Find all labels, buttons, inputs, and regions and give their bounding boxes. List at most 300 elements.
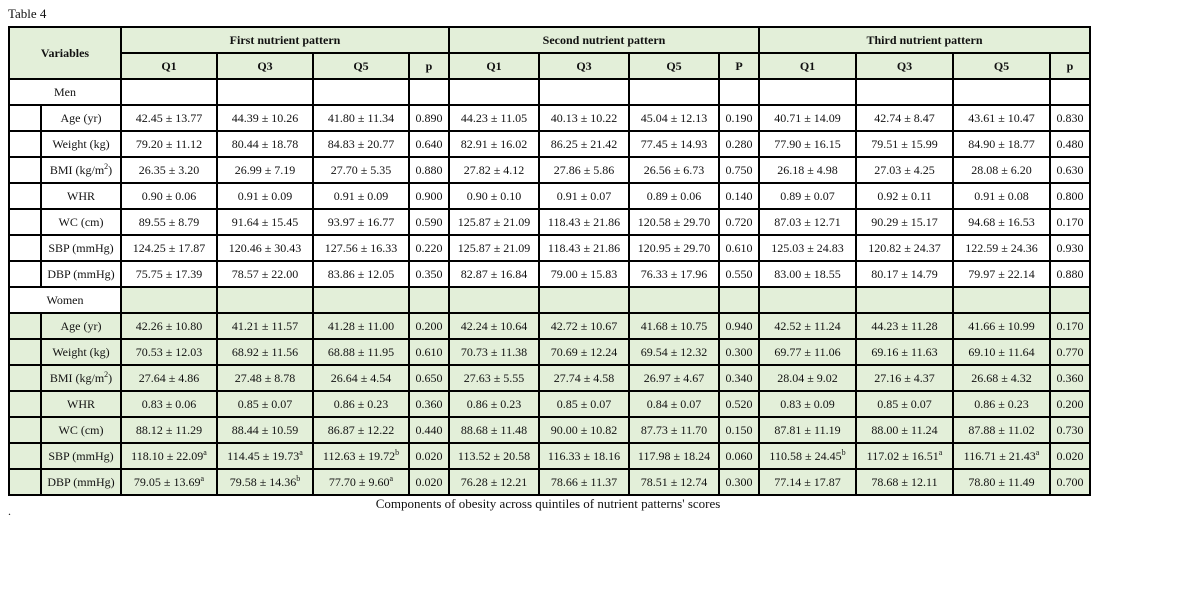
cell-value: 94.68 ± 16.53: [968, 215, 1035, 229]
value-cell: [539, 261, 629, 287]
cell-value: 89.55 ± 8.79: [138, 215, 200, 229]
p-value-cell: [409, 157, 449, 183]
cell-value: 0.940: [725, 319, 753, 333]
cell-value: 78.80 ± 11.49: [968, 475, 1035, 489]
group-row: [9, 287, 1090, 313]
cell-value: 77.70 ± 9.60: [328, 475, 390, 489]
value-cell: [953, 209, 1050, 235]
value-cell: [629, 131, 719, 157]
quintile-header: Q5: [313, 53, 409, 79]
value-cell: [121, 443, 217, 469]
variable-text: Age (yr): [60, 111, 102, 125]
cell-value: 88.00 ± 11.24: [871, 423, 938, 437]
variable-name: [41, 391, 121, 417]
value-cell: [759, 417, 856, 443]
cell-value: 26.68 ± 4.32: [971, 371, 1032, 385]
value-cell: [953, 261, 1050, 287]
cell-value: 116.33 ± 18.16: [547, 449, 621, 463]
cell-value: 88.68 ± 11.48: [460, 423, 528, 437]
cell-value: 0.610: [725, 241, 753, 255]
variable-name: [41, 209, 121, 235]
empty-cell: [217, 287, 313, 313]
cell-value: 110.58 ± 24.45: [769, 449, 842, 463]
value-cell: [856, 131, 953, 157]
indent-cell: [9, 443, 41, 469]
value-cell: [313, 183, 409, 209]
cell-value: 0.480: [1056, 137, 1084, 151]
cell-value: 28.04 ± 9.02: [777, 371, 838, 385]
p-value-cell: [1050, 391, 1090, 417]
p-value-cell: [409, 183, 449, 209]
cell-value: 0.91 ± 0.09: [237, 189, 293, 203]
table-row: [9, 391, 1090, 417]
value-cell: [953, 391, 1050, 417]
value-cell: [539, 417, 629, 443]
cell-value: 42.24 ± 10.64: [460, 319, 528, 333]
quintile-header: P: [719, 53, 759, 79]
cell-value: 0.880: [415, 163, 443, 177]
cell-value: 0.200: [415, 319, 443, 333]
value-cell: [629, 209, 719, 235]
cell-value: 42.74 ± 8.47: [874, 111, 935, 125]
value-cell: [759, 391, 856, 417]
cell-value: 44.23 ± 11.05: [460, 111, 528, 125]
cell-value: 0.610: [415, 345, 443, 359]
pattern-header: First nutrient pattern: [121, 27, 449, 53]
cell-value: 69.16 ± 11.63: [871, 345, 938, 359]
cell-value: 26.56 ± 6.73: [643, 163, 705, 177]
p-value-cell: [409, 209, 449, 235]
table-row: [9, 443, 1090, 469]
cell-value: 0.800: [1056, 189, 1084, 203]
value-cell: [759, 261, 856, 287]
empty-cell: [1050, 79, 1090, 105]
value-cell: [539, 313, 629, 339]
cell-value: 69.77 ± 11.06: [774, 345, 841, 359]
p-value-cell: [719, 131, 759, 157]
p-value-cell: [719, 105, 759, 131]
value-cell: [539, 209, 629, 235]
value-cell: [539, 365, 629, 391]
variable-name: [41, 469, 121, 495]
variable-name: [41, 365, 121, 391]
cell-value: 0.650: [415, 371, 443, 385]
cell-value: 0.86 ± 0.23: [974, 397, 1029, 411]
cell-value: 0.750: [725, 163, 753, 177]
value-cell: [217, 105, 313, 131]
cell-value: 0.880: [1056, 267, 1084, 281]
variable-name: [41, 443, 121, 469]
cell-value: 27.82 ± 4.12: [463, 163, 525, 177]
value-cell: [856, 443, 953, 469]
pattern-header: Third nutrient pattern: [759, 27, 1090, 53]
cell-value: 0.85 ± 0.07: [877, 397, 932, 411]
cell-value: 77.90 ± 16.15: [774, 137, 841, 151]
cell-value: 0.91 ± 0.08: [974, 189, 1029, 203]
cell-value: 0.91 ± 0.07: [556, 189, 612, 203]
table-row: [9, 339, 1090, 365]
cell-value: 77.14 ± 17.87: [774, 475, 841, 489]
cell-value: 26.99 ± 7.19: [234, 163, 296, 177]
cell-value: 42.45 ± 13.77: [135, 111, 203, 125]
cell-value: 125.87 ± 21.09: [457, 215, 531, 229]
cell-value: 118.43 ± 21.86: [547, 215, 621, 229]
value-cell: [953, 235, 1050, 261]
value-cell: [759, 443, 856, 469]
cell-value: 68.92 ± 11.56: [231, 345, 299, 359]
cell-value: 27.74 ± 4.58: [553, 371, 615, 385]
cell-value: 90.29 ± 15.17: [871, 215, 938, 229]
value-cell: [856, 105, 953, 131]
variable-name: [41, 105, 121, 131]
cell-value: 79.97 ± 22.14: [968, 267, 1035, 281]
cell-value: 27.64 ± 4.86: [138, 371, 200, 385]
table-row: [9, 235, 1090, 261]
cell-value: 120.58 ± 29.70: [637, 215, 711, 229]
cell-value: 80.44 ± 18.78: [231, 137, 299, 151]
empty-cell: [1050, 287, 1090, 313]
cell-value: 79.58 ± 14.36: [229, 475, 297, 489]
value-cell: [121, 157, 217, 183]
variable-name: [41, 261, 121, 287]
value-cell: [121, 365, 217, 391]
value-cell: [539, 339, 629, 365]
cell-value: 0.300: [725, 345, 753, 359]
value-cell: [217, 157, 313, 183]
value-cell: [953, 469, 1050, 495]
value-cell: [856, 339, 953, 365]
cell-value: 93.97 ± 16.77: [327, 215, 395, 229]
cell-value: 87.81 ± 11.19: [774, 423, 841, 437]
cell-value: 75.75 ± 17.39: [135, 267, 203, 281]
cell-value: 87.73 ± 11.70: [640, 423, 708, 437]
cell-value: 0.170: [1056, 215, 1084, 229]
group-row: [9, 79, 1090, 105]
value-cell: [856, 261, 953, 287]
value-cell: [313, 391, 409, 417]
cell-value: 0.900: [415, 189, 443, 203]
cell-value: 26.18 ± 4.98: [777, 163, 838, 177]
p-value-cell: [409, 417, 449, 443]
cell-value: 0.84 ± 0.07: [646, 397, 702, 411]
cell-value: 90.00 ± 10.82: [550, 423, 618, 437]
indent-cell: [9, 235, 41, 261]
cell-value: 70.69 ± 12.24: [550, 345, 618, 359]
cell-value: 27.86 ± 5.86: [553, 163, 615, 177]
value-cell: [121, 209, 217, 235]
value-cell: [629, 443, 719, 469]
pattern-header: Second nutrient pattern: [449, 27, 759, 53]
value-cell: [313, 209, 409, 235]
cell-value: 76.28 ± 12.21: [460, 475, 528, 489]
p-value-cell: [719, 443, 759, 469]
significance-mark: a: [938, 448, 943, 457]
variable-text-end: ): [108, 371, 113, 385]
p-value-cell: [719, 157, 759, 183]
cell-value: 26.64 ± 4.54: [330, 371, 392, 385]
cell-value: 42.72 ± 10.67: [550, 319, 618, 333]
cell-value: 28.08 ± 6.20: [971, 163, 1032, 177]
cell-value: 118.10 ± 22.09: [131, 449, 204, 463]
table-row: [9, 261, 1090, 287]
empty-cell: [313, 79, 409, 105]
value-cell: [449, 183, 539, 209]
cell-value: 83.00 ± 18.55: [774, 267, 841, 281]
value-cell: [539, 443, 629, 469]
value-cell: [313, 339, 409, 365]
quintile-header: Q1: [449, 53, 539, 79]
value-cell: [313, 261, 409, 287]
empty-cell: [121, 79, 217, 105]
cell-value: 0.550: [725, 267, 753, 281]
value-cell: [953, 339, 1050, 365]
cell-value: 0.890: [415, 111, 443, 125]
variable-text: Age (yr): [60, 319, 102, 333]
value-cell: [121, 391, 217, 417]
value-cell: [217, 313, 313, 339]
cell-value: 118.43 ± 21.86: [547, 241, 621, 255]
cell-value: 0.590: [415, 215, 443, 229]
cell-value: 84.83 ± 20.77: [327, 137, 395, 151]
table-row: [9, 157, 1090, 183]
cell-value: 82.87 ± 16.84: [460, 267, 528, 281]
p-value-cell: [719, 209, 759, 235]
value-cell: [217, 469, 313, 495]
cell-value: 42.52 ± 11.24: [774, 319, 841, 333]
variable-text: SBP (mmHg): [48, 449, 114, 463]
value-cell: [449, 209, 539, 235]
value-cell: [629, 469, 719, 495]
value-cell: [539, 131, 629, 157]
value-cell: [629, 183, 719, 209]
cell-value: 0.91 ± 0.09: [333, 189, 389, 203]
p-value-cell: [409, 261, 449, 287]
value-cell: [217, 339, 313, 365]
cell-value: 0.86 ± 0.23: [466, 397, 522, 411]
cell-value: 76.33 ± 17.96: [640, 267, 708, 281]
p-value-cell: [409, 313, 449, 339]
cell-value: 41.80 ± 11.34: [327, 111, 395, 125]
value-cell: [539, 157, 629, 183]
indent-cell: [9, 183, 41, 209]
p-value-cell: [719, 235, 759, 261]
cell-value: 120.46 ± 30.43: [228, 241, 302, 255]
cell-value: 0.720: [725, 215, 753, 229]
value-cell: [629, 339, 719, 365]
cell-value: 91.64 ± 15.45: [231, 215, 299, 229]
cell-value: 0.300: [725, 475, 753, 489]
value-cell: [313, 131, 409, 157]
p-value-cell: [719, 469, 759, 495]
p-value-cell: [409, 391, 449, 417]
value-cell: [121, 417, 217, 443]
cell-value: 0.190: [725, 111, 753, 125]
empty-cell: [121, 287, 217, 313]
value-cell: [449, 339, 539, 365]
value-cell: [449, 417, 539, 443]
cell-value: 112.63 ± 19.72: [322, 449, 396, 463]
quintile-header: Q1: [759, 53, 856, 79]
value-cell: [313, 105, 409, 131]
value-cell: [313, 365, 409, 391]
cell-value: 0.060: [725, 449, 753, 463]
quintile-header: Q3: [539, 53, 629, 79]
header-row-patterns: [9, 27, 1090, 53]
indent-cell: [9, 313, 41, 339]
trailing-mark: .: [8, 504, 11, 518]
cell-value: 0.92 ± 0.11: [877, 189, 932, 203]
cell-value: 0.89 ± 0.07: [780, 189, 835, 203]
cell-value: 88.12 ± 11.29: [135, 423, 203, 437]
indent-cell: [9, 469, 41, 495]
value-cell: [121, 339, 217, 365]
cell-value: 82.91 ± 16.02: [460, 137, 528, 151]
value-cell: [313, 417, 409, 443]
group-label: Men: [9, 79, 121, 105]
significance-mark: b: [296, 474, 301, 483]
quintile-header: Q3: [217, 53, 313, 79]
quintile-header: Q5: [629, 53, 719, 79]
cell-value: 0.86 ± 0.23: [333, 397, 389, 411]
value-cell: [449, 235, 539, 261]
value-cell: [313, 235, 409, 261]
value-cell: [759, 365, 856, 391]
variable-text: SBP (mmHg): [48, 241, 114, 255]
variable-name: [41, 339, 121, 365]
variable-text: WC (cm): [58, 423, 104, 437]
p-value-cell: [409, 339, 449, 365]
value-cell: [953, 131, 1050, 157]
value-cell: [217, 235, 313, 261]
empty-cell: [539, 287, 629, 313]
value-cell: [449, 105, 539, 131]
cell-value: 0.730: [1056, 423, 1084, 437]
p-value-cell: [1050, 131, 1090, 157]
value-cell: [449, 157, 539, 183]
value-cell: [449, 365, 539, 391]
value-cell: [856, 417, 953, 443]
variable-name: [41, 313, 121, 339]
value-cell: [953, 365, 1050, 391]
cell-value: 27.03 ± 4.25: [874, 163, 935, 177]
value-cell: [217, 209, 313, 235]
p-value-cell: [719, 339, 759, 365]
cell-value: 27.16 ± 4.37: [874, 371, 935, 385]
cell-value: 125.03 ± 24.83: [771, 241, 844, 255]
value-cell: [759, 339, 856, 365]
empty-cell: [629, 79, 719, 105]
variable-name: [41, 235, 121, 261]
cell-value: 0.020: [415, 449, 443, 463]
value-cell: [313, 157, 409, 183]
variable-text-end: ): [108, 163, 113, 177]
indent-cell: [9, 339, 41, 365]
variable-text: DBP (mmHg): [47, 267, 115, 281]
p-value-cell: [1050, 183, 1090, 209]
empty-cell: [539, 79, 629, 105]
empty-cell: [856, 287, 953, 313]
cell-value: 0.83 ± 0.06: [141, 397, 197, 411]
cell-value: 0.90 ± 0.10: [466, 189, 522, 203]
cell-value: 40.13 ± 10.22: [550, 111, 618, 125]
p-value-cell: [1050, 157, 1090, 183]
value-cell: [856, 183, 953, 209]
cell-value: 0.440: [415, 423, 443, 437]
indent-cell: [9, 131, 41, 157]
value-cell: [759, 131, 856, 157]
cell-value: 26.97 ± 4.67: [643, 371, 705, 385]
value-cell: [539, 235, 629, 261]
p-value-cell: [409, 105, 449, 131]
value-cell: [629, 261, 719, 287]
p-value-cell: [409, 469, 449, 495]
value-cell: [121, 183, 217, 209]
cell-value: 68.88 ± 11.95: [327, 345, 395, 359]
p-value-cell: [409, 235, 449, 261]
significance-mark: b: [395, 448, 400, 457]
p-value-cell: [719, 183, 759, 209]
empty-cell: [759, 79, 856, 105]
cell-value: 120.95 ± 29.70: [637, 241, 711, 255]
significance-mark: a: [299, 448, 303, 457]
value-cell: [759, 183, 856, 209]
table-row: [9, 313, 1090, 339]
value-cell: [953, 183, 1050, 209]
value-cell: [313, 443, 409, 469]
variable-name: [41, 417, 121, 443]
table-row: [9, 183, 1090, 209]
p-value-cell: [1050, 339, 1090, 365]
cell-value: 79.20 ± 11.12: [135, 137, 203, 151]
cell-value: 0.830: [1056, 111, 1084, 125]
cell-value: 69.10 ± 11.64: [968, 345, 1035, 359]
table-row: [9, 105, 1090, 131]
value-cell: [217, 365, 313, 391]
cell-value: 41.21 ± 11.57: [231, 319, 299, 333]
empty-cell: [409, 287, 449, 313]
value-cell: [217, 417, 313, 443]
cell-value: 0.350: [415, 267, 443, 281]
empty-cell: [449, 79, 539, 105]
value-cell: [856, 209, 953, 235]
cell-value: 86.87 ± 12.22: [327, 423, 395, 437]
value-cell: [121, 469, 217, 495]
p-value-cell: [1050, 443, 1090, 469]
cell-value: 78.66 ± 11.37: [550, 475, 618, 489]
value-cell: [217, 443, 313, 469]
cell-value: 127.56 ± 16.33: [324, 241, 398, 255]
table-label: Table 4: [8, 6, 47, 21]
cell-value: 87.88 ± 11.02: [968, 423, 1035, 437]
cell-value: 124.25 ± 17.87: [132, 241, 206, 255]
cell-value: 70.53 ± 12.03: [135, 345, 203, 359]
value-cell: [539, 105, 629, 131]
value-cell: [759, 209, 856, 235]
cell-value: 0.170: [1056, 319, 1084, 333]
cell-value: 26.35 ± 3.20: [138, 163, 200, 177]
cell-value: 27.63 ± 5.55: [463, 371, 525, 385]
variable-text: Weight (kg): [52, 345, 110, 359]
cell-value: 113.52 ± 20.58: [457, 449, 531, 463]
nutrient-obesity-table: [8, 26, 1091, 496]
empty-cell: [449, 287, 539, 313]
value-cell: [759, 105, 856, 131]
cell-value: 86.25 ± 21.42: [550, 137, 618, 151]
cell-value: 0.020: [1056, 449, 1084, 463]
cell-value: 83.86 ± 12.05: [327, 267, 395, 281]
cell-value: 0.140: [725, 189, 753, 203]
value-cell: [449, 261, 539, 287]
